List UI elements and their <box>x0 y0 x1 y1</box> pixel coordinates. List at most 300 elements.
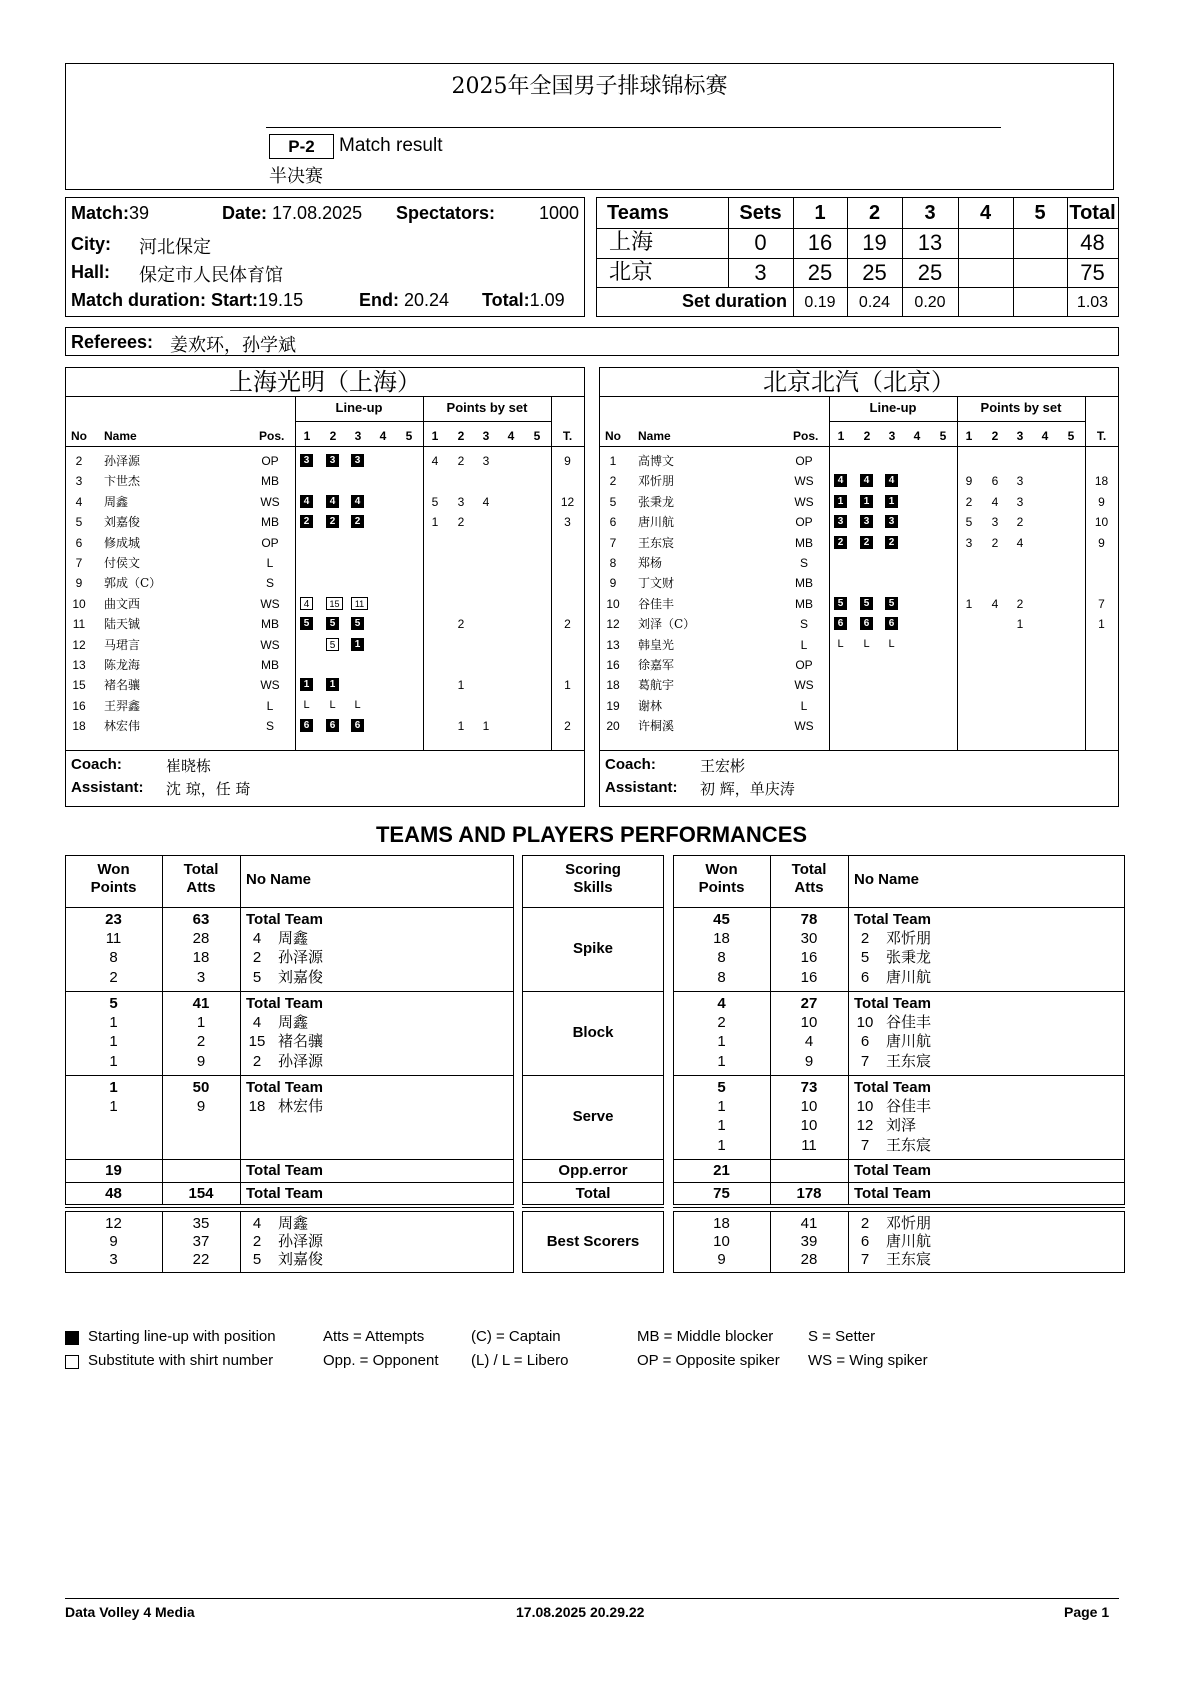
roster-row <box>66 614 584 634</box>
legend-ws: WS = Wing spiker <box>808 1352 928 1369</box>
player-number: 19 <box>606 698 620 713</box>
set-points: 2 <box>457 617 465 632</box>
won-points-value: 8 <box>717 949 726 967</box>
starting-position-box: 3 <box>885 515 898 528</box>
total-points: 9 <box>1098 494 1105 509</box>
score-cell: 25 <box>862 260 887 285</box>
player-position: OP <box>261 454 279 468</box>
starting-position-box: 5 <box>834 597 847 610</box>
player-number: 13 <box>606 637 620 652</box>
perf-row-line <box>522 907 664 908</box>
player-no: 6 <box>860 968 870 986</box>
starting-position-box: 5 <box>860 597 873 610</box>
footer-software: Data Volley 4 Media <box>65 1604 195 1620</box>
set-points: 4 <box>991 596 999 611</box>
total-atts-value: 9 <box>196 1052 206 1070</box>
player-position: MB <box>261 474 279 489</box>
player-name: 王羿鑫 <box>104 698 141 713</box>
won-points-value: 2 <box>109 968 118 986</box>
roster-row <box>66 553 584 573</box>
set-points: 6 <box>991 474 999 489</box>
skill-label: Serve <box>572 1108 614 1126</box>
perf-col-line <box>848 1211 849 1273</box>
total-atts-header <box>162 861 240 897</box>
total-atts-value: 9 <box>196 1098 206 1116</box>
legend-starting: Starting line-up with position <box>88 1328 276 1345</box>
player-name: 王东宸 <box>886 1051 932 1070</box>
hall-value: 保定市人民体育馆 <box>139 265 283 286</box>
score-cell: 25 <box>917 260 943 285</box>
best-atts: 35 <box>192 1215 210 1232</box>
player-name: 张秉龙 <box>638 494 675 509</box>
roster-row <box>600 512 1118 532</box>
total-atts-value: 1 <box>196 1014 206 1032</box>
player-number: 4 <box>75 494 83 509</box>
roster-row <box>66 533 584 553</box>
score-header-cell: Total <box>1069 202 1116 224</box>
total-atts-value: 78 <box>800 911 818 928</box>
perf-row-line <box>522 1182 664 1183</box>
starting-position-box: 2 <box>885 536 898 549</box>
perf-col-line <box>240 855 241 1205</box>
points-set-header: 3 <box>482 429 490 443</box>
player-number: 12 <box>606 617 620 632</box>
best-atts: 37 <box>192 1233 210 1250</box>
match-number: 39 <box>129 203 150 223</box>
player-number: 7 <box>609 535 617 550</box>
won-points-value: 1 <box>717 1117 726 1135</box>
lineup-set-header: 5 <box>405 429 413 443</box>
roster-rule <box>295 421 551 422</box>
best-no: 2 <box>860 1215 870 1232</box>
score-header-cell: Sets <box>739 202 782 224</box>
points-header: Points by set <box>446 400 528 415</box>
player-name: 郑杨 <box>638 556 663 570</box>
player-position: MB <box>795 576 813 591</box>
points-set-header: 1 <box>431 429 439 443</box>
spectators-count: 1000 <box>538 203 579 223</box>
best-won: 10 <box>713 1233 730 1250</box>
best-scorers-label-box <box>522 1211 664 1273</box>
set-points: 1 <box>1016 617 1024 632</box>
total-points: 1 <box>564 678 571 693</box>
player-number: 6 <box>75 535 83 550</box>
points-label: Points <box>90 879 137 896</box>
player-no: 10 <box>856 1098 874 1116</box>
player-number: 9 <box>75 576 83 591</box>
player-name: 卞世杰 <box>104 474 141 489</box>
libero-mark: L <box>888 637 895 650</box>
best-scorers-right <box>673 1211 1125 1273</box>
won-points-value: 1 <box>717 1033 726 1051</box>
team-b-team-name: 北京北汽（北京） <box>763 368 955 396</box>
total-atts-value: 18 <box>192 949 210 967</box>
score-cell <box>1013 258 1067 287</box>
roster-row <box>66 675 584 695</box>
roster-row <box>600 614 1118 634</box>
lineup-set-header: 4 <box>379 429 387 443</box>
t-header: T. <box>1096 429 1107 443</box>
no-header: No <box>605 429 621 443</box>
name-header: Name <box>104 429 137 443</box>
set-points: 2 <box>965 494 973 509</box>
player-name: 高博文 <box>638 454 675 468</box>
perf-skills-table <box>522 855 664 1205</box>
player-position: WS <box>260 494 280 509</box>
total-points: 18 <box>1094 474 1109 489</box>
perf-row-line <box>673 991 1125 992</box>
start-label: Start: <box>211 290 259 310</box>
points-set-header: 2 <box>457 429 465 443</box>
substitute-box: 11 <box>351 597 368 610</box>
total-atts-header <box>770 861 848 897</box>
total-team-label: Total Team <box>854 1162 931 1179</box>
player-position: OP <box>795 658 813 672</box>
set-duration-cell: 0.24 <box>858 294 891 311</box>
roster-row <box>600 716 1118 736</box>
perf-row-line <box>522 1159 664 1160</box>
starting-position-box: 4 <box>326 495 339 508</box>
won-points-value: 8 <box>109 949 118 967</box>
player-no: 15 <box>248 1033 266 1051</box>
total-atts-value: 50 <box>192 1079 210 1096</box>
player-position: OP <box>795 515 813 530</box>
atts-label: Atts <box>794 879 824 896</box>
substitute-swatch <box>65 1355 79 1369</box>
player-no: 5 <box>252 968 262 986</box>
set-points: 9 <box>965 474 973 489</box>
player-number: 13 <box>72 658 86 672</box>
team-a-coach-label: Coach: <box>71 756 122 773</box>
doc-title: Match result <box>339 135 443 156</box>
total-points: 9 <box>564 454 571 468</box>
total-atts-value: 16 <box>800 968 818 986</box>
roster-row <box>600 655 1118 675</box>
legend <box>65 1328 1165 1376</box>
starting-position-box: 2 <box>834 536 847 549</box>
score-header-cell: 3 <box>924 202 936 224</box>
player-position: S <box>799 556 808 570</box>
tournament-title: 2025年全国男子排球锦标赛 <box>451 74 728 99</box>
total-atts-value: 10 <box>800 1117 818 1135</box>
player-no: 18 <box>248 1098 266 1116</box>
player-name: 付侯文 <box>104 556 141 570</box>
skill-label: Block <box>572 1024 614 1042</box>
points-label: Points <box>698 879 745 896</box>
match-label: Match: <box>71 203 129 223</box>
libero-mark: L <box>837 637 844 650</box>
best-no: 4 <box>252 1215 262 1232</box>
no-name-header: No Name <box>246 871 312 888</box>
no-header: No <box>71 429 87 443</box>
won-points-value: 4 <box>717 995 726 1012</box>
starting-position-box: 2 <box>351 515 364 528</box>
starting-position-box: 3 <box>834 515 847 528</box>
total-atts-value: 9 <box>804 1052 814 1070</box>
grand-total-atts: 178 <box>796 1185 822 1202</box>
set-points: 4 <box>482 494 490 509</box>
best-won: 3 <box>109 1251 118 1268</box>
player-name: 唐川航 <box>886 1032 932 1051</box>
match-phase: 半决赛 <box>269 166 323 187</box>
perf-row-line <box>522 1075 664 1076</box>
performance-title: TEAMS AND PLAYERS PERFORMANCES <box>375 822 808 847</box>
set-points: 3 <box>991 515 999 530</box>
starting-position-box: 6 <box>885 617 898 630</box>
pos-header: Pos. <box>259 429 285 443</box>
starting-position-box: 1 <box>885 495 898 508</box>
points-set-header: 5 <box>1067 429 1075 443</box>
player-number: 1 <box>609 454 617 468</box>
player-number: 3 <box>75 474 83 489</box>
pos-header: Pos. <box>793 429 819 443</box>
total-duration-label: Total: <box>482 290 530 310</box>
score-cell <box>958 258 1013 287</box>
player-name: 刘泽 <box>886 1116 917 1135</box>
player-name: 陈龙海 <box>104 658 141 672</box>
opp-error-won: 21 <box>713 1162 730 1179</box>
player-number: 7 <box>75 556 83 570</box>
set-points: 2 <box>991 535 999 550</box>
player-number: 15 <box>72 678 86 693</box>
roster-row <box>66 573 584 593</box>
perf-row-line <box>673 907 1125 908</box>
match-date: 17.08.2025 <box>272 203 363 223</box>
score-cell <box>958 228 1013 257</box>
starting-position-box: 4 <box>885 474 898 487</box>
won-points-value: 45 <box>713 911 730 928</box>
won-label: Won <box>97 861 130 878</box>
perf-row-line <box>65 1182 514 1183</box>
set-duration-cell: 0.19 <box>804 294 836 311</box>
total-points: 2 <box>564 617 571 632</box>
perf-col-line <box>240 1211 241 1273</box>
score-cell: 48 <box>1080 230 1105 255</box>
name-header: Name <box>638 429 671 443</box>
score-cell: 0 <box>754 230 767 255</box>
skills-label: Skills <box>573 879 613 896</box>
player-number: 5 <box>75 515 83 530</box>
player-number: 18 <box>72 719 86 734</box>
won-points-value: 1 <box>109 1052 118 1070</box>
grand-total-atts: 154 <box>188 1185 214 1202</box>
roster-row <box>600 492 1118 512</box>
points-set-header: 4 <box>1041 429 1049 443</box>
won-points-value: 5 <box>717 1079 726 1096</box>
starting-position-box: 2 <box>300 515 313 528</box>
legend-captain: (C) = Captain <box>471 1328 561 1345</box>
team-a-coach: 崔晓栋 <box>166 757 212 775</box>
substitute-box: 4 <box>300 597 313 610</box>
player-number: 2 <box>609 474 617 489</box>
perf-row-line <box>65 1075 514 1076</box>
roster-row <box>600 533 1118 553</box>
set-points: 1 <box>482 719 490 734</box>
player-position: S <box>265 576 274 591</box>
player-number: 16 <box>72 698 86 713</box>
perf-col-line <box>770 1211 771 1273</box>
city-label: City: <box>71 234 111 254</box>
points-set-header: 1 <box>965 429 973 443</box>
won-points-value: 5 <box>109 995 118 1012</box>
player-number: 9 <box>609 576 617 591</box>
won-points-value: 1 <box>109 1033 118 1051</box>
player-name: 丁文财 <box>638 576 675 591</box>
lineup-header: Line-up <box>869 400 917 415</box>
player-name: 谷佳丰 <box>886 1097 932 1116</box>
roster-row <box>66 696 584 716</box>
player-name: 周鑫 <box>278 929 309 948</box>
best-atts: 22 <box>192 1251 210 1268</box>
won-points-value: 1 <box>717 1098 726 1116</box>
player-name: 韩皇光 <box>638 637 675 652</box>
won-points-header <box>673 861 770 897</box>
total-points: 9 <box>1098 535 1105 550</box>
set-duration-cell: 0.20 <box>914 294 946 311</box>
legend-s: S = Setter <box>808 1328 876 1345</box>
roster-row <box>600 451 1118 471</box>
player-name: 邓忻朋 <box>638 474 675 489</box>
hall-label: Hall: <box>71 262 111 282</box>
player-number: 10 <box>606 596 620 611</box>
total-atts-value: 73 <box>800 1079 818 1096</box>
skill-label: Spike <box>572 940 614 958</box>
player-name: 周鑫 <box>278 1013 309 1032</box>
player-name: 谷佳丰 <box>886 1013 932 1032</box>
total-duration: 1.09 <box>529 290 565 310</box>
player-name: 陆天铖 <box>104 617 141 632</box>
player-name: 许桐溪 <box>638 719 675 734</box>
roster-row <box>600 594 1118 614</box>
starting-position-box: 5 <box>300 617 313 630</box>
player-position: OP <box>261 535 279 550</box>
perf-row-line <box>673 1075 1125 1076</box>
footer-timestamp: 17.08.2025 20.29.22 <box>516 1604 645 1620</box>
set-points: 4 <box>431 454 439 468</box>
score-cell: 13 <box>917 230 943 255</box>
atts-label: Atts <box>186 879 216 896</box>
roster-rule <box>66 446 584 447</box>
best-won: 9 <box>717 1251 726 1268</box>
roster-row <box>600 573 1118 593</box>
grand-total-skill: Total <box>575 1185 611 1202</box>
player-name: 修成城 <box>104 535 141 550</box>
total-points: 12 <box>560 494 575 509</box>
starting-position-box: 5 <box>885 597 898 610</box>
score-cell: 3 <box>754 260 767 285</box>
starting-position-box: 5 <box>326 617 339 630</box>
player-no: 2 <box>860 930 870 948</box>
player-name: 邓忻朋 <box>886 929 932 948</box>
legend-libero: (L) / L = Libero <box>471 1352 569 1369</box>
player-no: 12 <box>856 1117 874 1135</box>
player-position: WS <box>794 494 814 509</box>
roster-row <box>66 594 584 614</box>
player-number: 18 <box>606 678 620 693</box>
scoring-skills-header <box>522 861 664 897</box>
won-points-value: 18 <box>713 930 730 948</box>
set-duration-cell: 1.03 <box>1076 294 1109 311</box>
starting-position-box: 6 <box>834 617 847 630</box>
total-atts-value: 16 <box>800 949 818 967</box>
player-number: 8 <box>609 556 617 570</box>
grand-total-won: 48 <box>105 1185 122 1202</box>
player-no: 4 <box>252 1014 262 1032</box>
player-name: 孙泽源 <box>278 948 324 967</box>
roster-row <box>600 696 1118 716</box>
best-won: 18 <box>713 1215 730 1232</box>
set-duration-cell <box>958 287 1013 316</box>
perf-row-line <box>673 1207 1125 1208</box>
end-label: End: <box>359 290 399 310</box>
total-team-label: Total Team <box>246 1079 323 1096</box>
set-points: 3 <box>482 454 490 468</box>
starting-position-box: 1 <box>860 495 873 508</box>
team-a-assistant-label: Assistant: <box>71 779 144 796</box>
set-points: 3 <box>457 494 465 509</box>
team-b-coach: 王宏彬 <box>700 757 746 775</box>
referees-box <box>65 327 1119 356</box>
player-number: 10 <box>72 596 86 611</box>
roster-row <box>66 512 584 532</box>
player-number: 2 <box>75 454 83 468</box>
best-name: 刘嘉俊 <box>278 1250 324 1268</box>
best-scorers-left <box>65 1211 514 1273</box>
player-name: 刘嘉俊 <box>278 967 324 986</box>
starting-position-box: 6 <box>351 719 364 732</box>
total-team-label: Total Team <box>246 995 323 1012</box>
roster-row <box>600 471 1118 491</box>
starting-position-box: 1 <box>326 678 339 691</box>
player-number: 12 <box>72 637 86 652</box>
perf-row-line <box>522 991 664 992</box>
set-duration-cell <box>1013 287 1067 316</box>
starting-position-box: 2 <box>860 536 873 549</box>
player-no: 7 <box>860 1052 870 1070</box>
legend-mb: MB = Middle blocker <box>637 1328 774 1345</box>
won-points-value: 11 <box>105 930 122 948</box>
player-position: MB <box>795 596 813 611</box>
best-name: 孙泽源 <box>278 1232 324 1250</box>
player-name: 谷佳丰 <box>638 596 675 611</box>
referees-label: Referees: <box>71 332 154 352</box>
total-team-label: Total Team <box>246 1185 323 1202</box>
team-a-assistant: 沈 琼，任 琦 <box>166 780 251 798</box>
score-header-cell: 1 <box>814 202 826 224</box>
player-number: 16 <box>606 658 620 672</box>
perf-row-line <box>65 991 514 992</box>
player-no: 10 <box>856 1014 874 1032</box>
player-name: 谢林 <box>638 698 663 713</box>
lineup-set-header: 3 <box>354 429 362 443</box>
set-points: 1 <box>965 596 973 611</box>
date-label: Date: <box>222 203 268 223</box>
lineup-set-header: 4 <box>913 429 921 443</box>
roster-rule <box>600 446 1118 447</box>
player-name: 张秉龙 <box>886 948 932 967</box>
won-points-value: 1 <box>109 1079 118 1096</box>
perf-row-line <box>522 1207 664 1208</box>
points-set-header: 4 <box>507 429 515 443</box>
team-b-roster <box>599 367 1119 807</box>
player-name: 郭成（C） <box>104 576 162 591</box>
best-atts: 39 <box>800 1233 818 1250</box>
roster-row <box>66 716 584 736</box>
total-points: 7 <box>1098 596 1105 611</box>
player-position: WS <box>260 596 280 611</box>
set-points: 3 <box>965 535 973 550</box>
best-name: 周鑫 <box>278 1214 309 1232</box>
